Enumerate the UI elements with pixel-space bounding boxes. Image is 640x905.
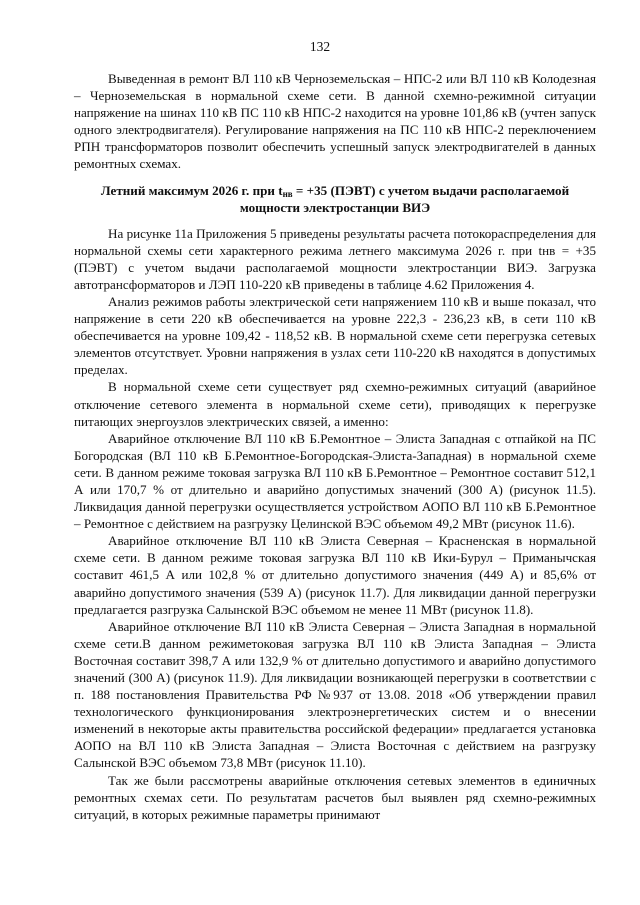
body-paragraph-7: Так же были рассмотрены аварийные отключения сетевых элементов в единичных ремонтных схемах сети. По результатам расчетов был выявлен ряд схемно-режимных ситуаций, в которых режимные параметры принимают [74, 772, 596, 822]
page-content [74, 70, 596, 823]
body-paragraph-5: Аварийное отключение ВЛ 110 кВ Элиста Северная – Красненская в нормальной схеме сети. В данном режиме токовая загрузка ВЛ 110 кВ Ики-Бурул – Приманычская составит 461,5 А или 102,8 % от длительно допустимого значения (449 А) и 85,6% от аварийно допустимого значения (539 А) (рисунок 11.7). Для ликвидации данной перегрузки предлагается разгрузка Салынской ВЭС объемом не менее 11 МВт (рисунок 11.8). [74, 533, 596, 617]
body-paragraph-6: Аварийное отключение ВЛ 110 кВ Элиста Северная – Элиста Западная в нормальной схеме сети.В данном режиметоковая загрузка ВЛ 110 кВ Элиста Западная – Элиста Восточная составит 398,7 А или 132,9 % от длительно допустимого и аварийно допустимого значений (300 А) (рисунок 11.9). Для ликвидации возникающей перегрузки в соответствии с п. 188 постановления Правительства РФ №937 от 13.08. 2018 «Об утверждении правил технологического функционирования электроэнергетических систем и о внесении изменений в некоторые акты правительства российской федерации» предлагается установка АОПО на ВЛ 110 кВ Элиста Западная – Элиста Восточная с действием на разгрузку Салынской ВЭС объемом 73,8 МВт (рисунок 11.10). [74, 618, 596, 771]
page-number: 132 [309, 39, 331, 54]
body-paragraph-3: В нормальной схеме сети существует ряд схемно-режимных ситуаций (аварийное отключение сетевого элемента в нормальной схеме сети), приводящих к перегрузке питающих энергоузлов электрических связей, а именно: [74, 379, 596, 429]
intro-paragraph: Выведенная в ремонт ВЛ 110 кВ Черноземельская – НПС-2 или ВЛ 110 кВ Колодезная – Черноземельская в нормальной схеме сети. В данной схемно-режимной ситуации напряжение на шинах 110 кВ ПС 110 кВ НПС-2 находится на уровне 101,86 кВ (учтен запуск одного электродвигателя). Регулирование напряжения на ПС 110 кВ НПС-2 переключением РПН трансформаторов позволит обеспечить успешный запуск электродвигателей в данных ремонтных схемах. [74, 71, 596, 172]
heading-text-post: = +35 (ПЭВТ) с учетом выдачи располагаемой мощности электростанции ВИЭ [239, 182, 570, 215]
section-heading [74, 182, 596, 216]
heading-subscript: нв [282, 188, 293, 199]
heading-text-pre: Летний максимум 2026 г. при t [100, 182, 283, 198]
body-paragraph-4: Аварийное отключение ВЛ 110 кВ Б.Ремонтное – Элиста Западная с отпайкой на ПС Богородская (ВЛ 110 кВ Б.Ремонтное-Богородская-Элиста-Западная) в нормальной схеме сети. В данном режиме токовая загрузка ВЛ 110 кВ Б.Ремонтное – Ремонтное составит 512,1 А или 170,7 % от длительно и аварийно допустимых значений (300 А) (рисунок 11.5). Ликвидация данной перегрузки осуществляется устройством АОПО ВЛ 110 кВ Б.Ремонтное – Ремонтное с действием на разгрузку Целинской ВЭС объемом 49,2 МВт (рисунок 11.6). [74, 430, 596, 532]
body-paragraph-1: На рисунке 11а Приложения 5 приведены результаты расчета потокораспределения для нормальной схемы сети характерного режима летнего максимума 2026 г. при tнв = +35 (ПЭВТ) с учетом выдачи располагаемой мощности электростанции ВИЭ. Загрузка автотрансформаторов и ЛЭП 110-220 кВ приведены в таблице 4.62 Приложения 4. [74, 225, 596, 292]
body-paragraph-2: Анализ режимов работы электрической сети напряжением 110 кВ и выше показал, что напряжение в сети 220 кВ обеспечивается на уровне 222,3 - 236,23 кВ, в сети 110 кВ обеспечивается на уровне 109,42 - 118,52 кВ. В нормальной схеме сети перегрузка сетевых элементов отсутствует. Уровни напряжения в узлах сети 110-220 кВ находятся в допустимых пределах. [74, 293, 596, 378]
